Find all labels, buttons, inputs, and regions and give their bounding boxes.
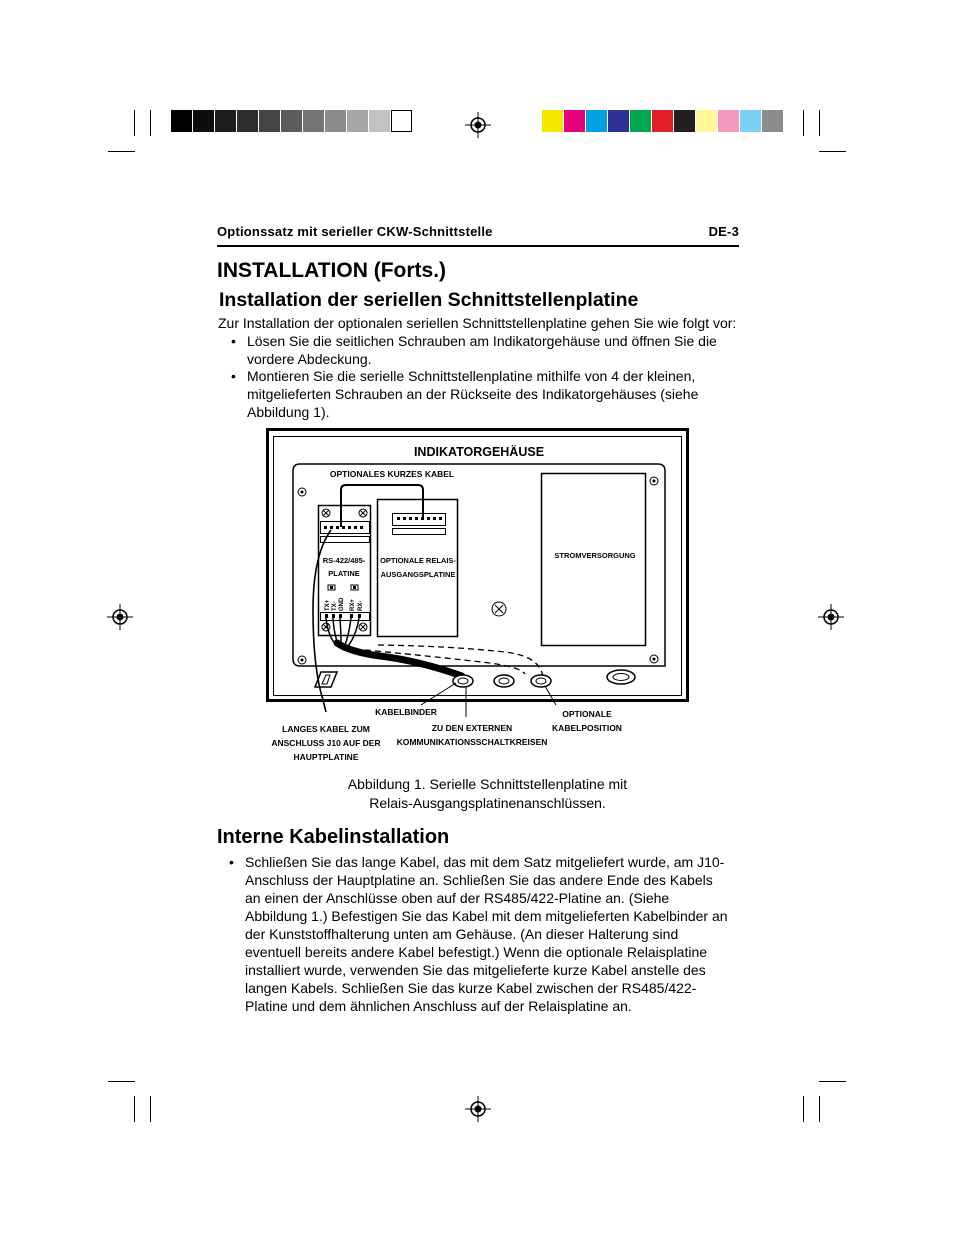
list-item-line: Abbildung 1). xyxy=(247,404,330,420)
bullet-icon: • xyxy=(231,333,236,349)
list-item-line: Montieren Sie die serielle Schnittstellenplatine mithilfe von 4 der kleinen, xyxy=(247,368,696,384)
terminal-label: GND xyxy=(339,597,345,611)
external-circuits-label: ZU DEN EXTERNEN xyxy=(431,723,513,733)
list-item-line: der Kunststoffhalterung unten am Gehäuse. (An dieser Halterung sind xyxy=(245,926,679,942)
long-cable-label: HAUPTPLATINE xyxy=(293,752,359,762)
subsection-title: Interne Kabelinstallation xyxy=(217,826,450,848)
page-number: DE-3 xyxy=(708,224,739,239)
rs-board-label: PLATINE xyxy=(328,569,360,578)
screw-icon xyxy=(298,488,306,496)
list-item-line: an einen der Anschlüsse oben auf der RS485/422-Platine an. (Siehe xyxy=(245,890,670,906)
wire-bundle xyxy=(326,618,359,646)
cable-tie-label: KABELBINDER xyxy=(375,707,437,717)
list-item-line: Schließen Sie das lange Kabel, das mit dem Satz mitgeliefert wurde, am J10- xyxy=(245,854,725,870)
list-item-line: eventuell bereits andere Kabel befestigt.) Wenn die optionale Relaisplatine xyxy=(245,944,708,960)
relay-board-label: AUSGANGSPLATINE xyxy=(380,570,456,579)
screw-icon xyxy=(650,477,658,485)
intro-paragraph: Zur Installation der optionalen seriellen Schnittstellenplatine gehen Sie wie folgt vor: xyxy=(218,315,737,331)
external-circuits-label: KOMMUNIKATIONSSCHALTKREISEN xyxy=(396,737,548,747)
screw-icon xyxy=(359,509,367,517)
cable-gland-icon xyxy=(607,670,635,684)
long-cable-label: LANGES KABEL ZUM xyxy=(282,724,370,734)
screw-icon xyxy=(298,656,306,664)
list-item-line: vordere Abdeckung. xyxy=(247,351,372,367)
caption-line: Relais-Ausgangsplatinenanschlüssen. xyxy=(369,795,606,811)
list-item-line: mitgelieferten Schrauben an der Rückseite des Indikatorgehäuses (siehe xyxy=(247,386,699,402)
power-supply-label: STROMVERSORGUNG xyxy=(554,551,636,560)
terminal-label: RX- xyxy=(358,600,364,611)
housing-label: INDIKATORGEHÄUSE xyxy=(413,445,545,459)
list-item-line: Abbildung 1.) Befestigen Sie das Kabel mit dem mitgelieferten Kabelbinder an xyxy=(245,908,728,924)
subsection-title: Installation der seriellen Schnittstellenplatine xyxy=(219,289,639,311)
optional-position-label: KABELPOSITION xyxy=(552,723,622,733)
list-item-line: langen Kabels. Schließen Sie das kurze Kabel zwischen der RS485/422- xyxy=(245,980,697,996)
list-item-line: Platine und dem ähnlichen Anschluss auf der Relaisplatine an. xyxy=(245,998,632,1014)
cable-gland-icon xyxy=(453,675,473,687)
rs-board-label: RS-422/485- xyxy=(322,556,366,565)
cable-gland-icon xyxy=(531,675,551,687)
screw-icon xyxy=(359,623,367,631)
terminal-label: TX- xyxy=(332,601,338,611)
figure-caption xyxy=(330,775,645,813)
terminal-label: TX+ xyxy=(325,599,331,611)
optional-position-label: OPTIONALE xyxy=(562,709,612,719)
running-title: Optionssatz mit serieller CKW-Schnittstelle xyxy=(217,224,493,239)
relay-board-connector xyxy=(393,514,446,526)
long-cable-label: ANSCHLUSS J10 AUF DER xyxy=(271,738,381,748)
list-item-line: Anschluss der Hauptplatine an. Schließen Sie das andere Ende des Kabels xyxy=(245,872,713,888)
short-cable-label: OPTIONALES KURZES KABEL xyxy=(329,469,455,479)
caption-line: Abbildung 1. Serielle Schnittstellenplatine mit xyxy=(347,776,628,792)
communication-cable xyxy=(337,643,462,676)
relay-board-label: OPTIONALE RELAIS- xyxy=(380,556,456,565)
bullet-icon: • xyxy=(231,368,236,384)
screw-icon xyxy=(492,602,506,616)
section-title: INSTALLATION (Forts.) xyxy=(217,259,447,282)
bullet-icon: • xyxy=(229,854,234,870)
list-item-line: installiert wurde, verwenden Sie das mitgelieferte kurze Kabel anstelle des xyxy=(245,962,706,978)
cable-gland-icon xyxy=(494,675,514,687)
screw-icon xyxy=(322,509,330,517)
list-item-line: Lösen Sie die seitlichen Schrauben am Indikatorgehäuse und öffnen Sie die xyxy=(247,333,717,349)
screw-icon xyxy=(650,655,658,663)
list-item xyxy=(229,853,750,1015)
terminal-label: RX+ xyxy=(350,599,356,611)
